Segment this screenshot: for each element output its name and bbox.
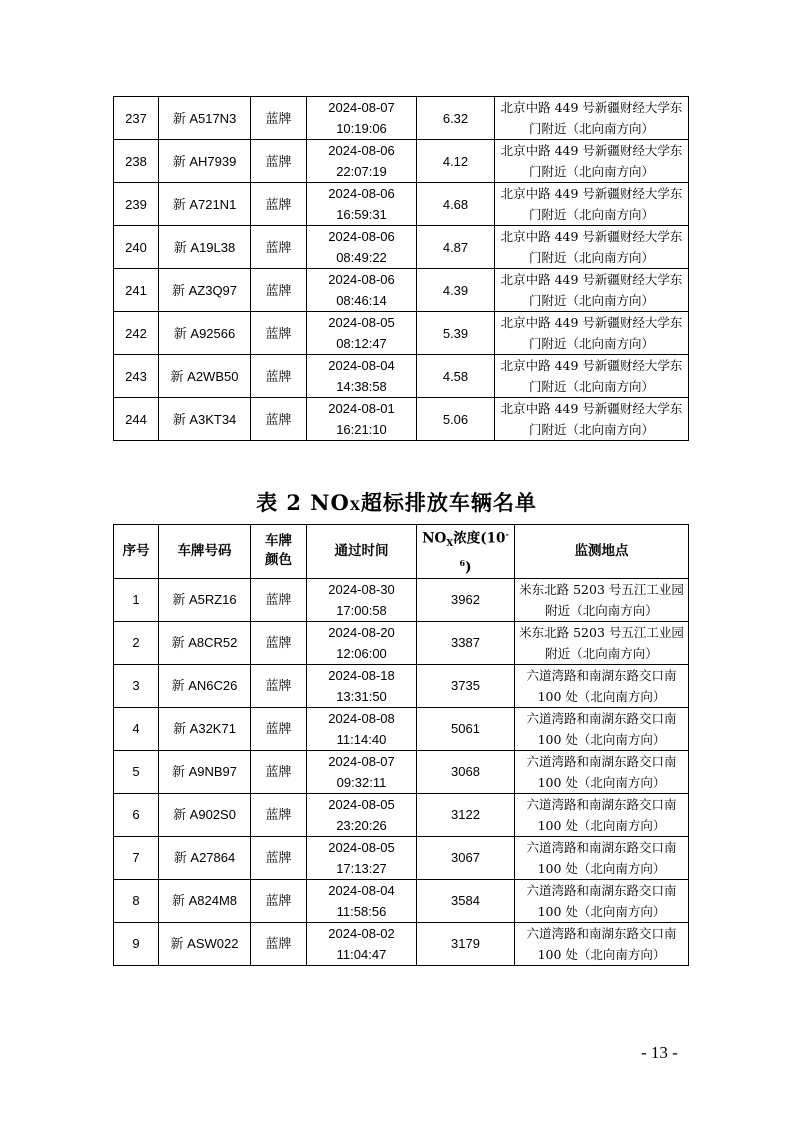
cell-value: 4.68 <box>417 183 495 226</box>
cell-plate-number: 新 A721N1 <box>159 183 251 226</box>
cell-value: 4.12 <box>417 140 495 183</box>
table-1-continued <box>113 96 689 441</box>
table-1-body <box>114 97 689 441</box>
cell-plate-color: 蓝牌 <box>251 578 307 621</box>
table-row <box>114 578 689 621</box>
table-row <box>114 97 689 140</box>
cell-pass-time: 2024-08-05 17:13:27 <box>307 836 417 879</box>
cell-monitoring-location: 北京中路 449 号新疆财经大学东 门附近（北向南方向） <box>495 140 689 183</box>
cell-plate-color: 蓝牌 <box>251 226 307 269</box>
cell-pass-time: 2024-08-06 22:07:19 <box>307 140 417 183</box>
cell-plate-number: 新 A3KT34 <box>159 398 251 441</box>
cell-pass-time: 2024-08-07 10:19:06 <box>307 97 417 140</box>
cell-pass-time: 2024-08-06 08:46:14 <box>307 269 417 312</box>
cell-value: 4.87 <box>417 226 495 269</box>
cell-value: 5.39 <box>417 312 495 355</box>
cell-plate-color: 蓝牌 <box>251 398 307 441</box>
cell-serial-number: 4 <box>114 707 159 750</box>
table-2-header <box>114 525 689 579</box>
cell-value: 3179 <box>417 922 515 965</box>
table-row <box>114 922 689 965</box>
cell-plate-color: 蓝牌 <box>251 269 307 312</box>
cell-value: 3122 <box>417 793 515 836</box>
cell-monitoring-location: 北京中路 449 号新疆财经大学东 门附近（北向南方向） <box>495 398 689 441</box>
cell-serial-number: 239 <box>114 183 159 226</box>
table-2-title: 表 2 NOX超标排放车辆名单 <box>256 490 537 515</box>
table-row <box>114 226 689 269</box>
table-row <box>114 621 689 664</box>
cell-serial-number: 1 <box>114 578 159 621</box>
cell-plate-color: 蓝牌 <box>251 355 307 398</box>
cell-plate-color: 蓝牌 <box>251 140 307 183</box>
cell-serial-number: 243 <box>114 355 159 398</box>
cell-value: 4.58 <box>417 355 495 398</box>
cell-plate-number: 新 A2WB50 <box>159 355 251 398</box>
cell-value: 3735 <box>417 664 515 707</box>
cell-plate-number: 新 A19L38 <box>159 226 251 269</box>
cell-plate-number: 新 AN6C26 <box>159 664 251 707</box>
cell-serial-number: 6 <box>114 793 159 836</box>
cell-pass-time: 2024-08-07 09:32:11 <box>307 750 417 793</box>
cell-plate-number: 新 A92566 <box>159 312 251 355</box>
cell-value: 3584 <box>417 879 515 922</box>
cell-plate-color: 蓝牌 <box>251 707 307 750</box>
cell-monitoring-location: 北京中路 449 号新疆财经大学东 门附近（北向南方向） <box>495 355 689 398</box>
cell-value: 4.39 <box>417 269 495 312</box>
table-row <box>114 398 689 441</box>
cell-serial-number: 244 <box>114 398 159 441</box>
header-serial-number: 序号 <box>114 525 159 579</box>
table-row <box>114 140 689 183</box>
cell-plate-number: 新 A5RZ16 <box>159 578 251 621</box>
cell-monitoring-location: 六道湾路和南湖东路交口南 100 处（北向南方向） <box>515 922 689 965</box>
cell-monitoring-location: 六道湾路和南湖东路交口南 100 处（北向南方向） <box>515 836 689 879</box>
table-row <box>114 355 689 398</box>
cell-plate-color: 蓝牌 <box>251 97 307 140</box>
cell-plate-color: 蓝牌 <box>251 922 307 965</box>
cell-monitoring-location: 六道湾路和南湖东路交口南 100 处（北向南方向） <box>515 750 689 793</box>
cell-pass-time: 2024-08-05 23:20:26 <box>307 793 417 836</box>
header-pass-time: 通过时间 <box>307 525 417 579</box>
cell-pass-time: 2024-08-06 08:49:22 <box>307 226 417 269</box>
cell-plate-number: 新 A902S0 <box>159 793 251 836</box>
cell-serial-number: 238 <box>114 140 159 183</box>
cell-serial-number: 240 <box>114 226 159 269</box>
cell-pass-time: 2024-08-02 11:04:47 <box>307 922 417 965</box>
cell-serial-number: 2 <box>114 621 159 664</box>
cell-plate-number: 新 A27864 <box>159 836 251 879</box>
cell-plate-color: 蓝牌 <box>251 836 307 879</box>
cell-monitoring-location: 北京中路 449 号新疆财经大学东 门附近（北向南方向） <box>495 97 689 140</box>
cell-plate-number: 新 A9NB97 <box>159 750 251 793</box>
cell-pass-time: 2024-08-06 16:59:31 <box>307 183 417 226</box>
table-row <box>114 269 689 312</box>
cell-serial-number: 7 <box>114 836 159 879</box>
table-2-body <box>114 578 689 965</box>
cell-value: 3962 <box>417 578 515 621</box>
cell-pass-time: 2024-08-05 08:12:47 <box>307 312 417 355</box>
cell-value: 3387 <box>417 621 515 664</box>
cell-value: 3067 <box>417 836 515 879</box>
cell-plate-number: 新 AZ3Q97 <box>159 269 251 312</box>
cell-monitoring-location: 北京中路 449 号新疆财经大学东 门附近（北向南方向） <box>495 269 689 312</box>
cell-plate-color: 蓝牌 <box>251 664 307 707</box>
cell-plate-color: 蓝牌 <box>251 750 307 793</box>
table-row <box>114 750 689 793</box>
cell-plate-number: 新 A8CR52 <box>159 621 251 664</box>
page-number: - 13 - <box>641 1043 678 1062</box>
cell-monitoring-location: 米东北路 5203 号五江工业园 附近（北向南方向） <box>515 578 689 621</box>
cell-pass-time: 2024-08-20 12:06:00 <box>307 621 417 664</box>
cell-pass-time: 2024-08-04 11:58:56 <box>307 879 417 922</box>
cell-plate-color: 蓝牌 <box>251 793 307 836</box>
cell-monitoring-location: 米东北路 5203 号五江工业园 附近（北向南方向） <box>515 621 689 664</box>
table-row <box>114 793 689 836</box>
cell-plate-color: 蓝牌 <box>251 621 307 664</box>
cell-pass-time: 2024-08-18 13:31:50 <box>307 664 417 707</box>
cell-plate-color: 蓝牌 <box>251 183 307 226</box>
header-plate-number: 车牌号码 <box>159 525 251 579</box>
cell-serial-number: 9 <box>114 922 159 965</box>
cell-monitoring-location: 六道湾路和南湖东路交口南 100 处（北向南方向） <box>515 879 689 922</box>
header-nox-concentration: $NO_X$浓度$(10^{-6})$ <box>417 525 515 579</box>
cell-serial-number: 8 <box>114 879 159 922</box>
table-row <box>114 836 689 879</box>
cell-plate-number: 新 A824M8 <box>159 879 251 922</box>
header-plate-color: 车牌 颜色 <box>251 525 307 579</box>
table-2-nox-vehicles <box>113 524 689 966</box>
cell-monitoring-location: 北京中路 449 号新疆财经大学东 门附近（北向南方向） <box>495 312 689 355</box>
cell-plate-number: 新 A517N3 <box>159 97 251 140</box>
cell-plate-number: 新 A32K71 <box>159 707 251 750</box>
table-row <box>114 707 689 750</box>
header-monitoring-location: 监测地点 <box>515 525 689 579</box>
cell-pass-time: 2024-08-08 11:14:40 <box>307 707 417 750</box>
table-row <box>114 879 689 922</box>
cell-plate-number: 新 AH7939 <box>159 140 251 183</box>
cell-value: 5061 <box>417 707 515 750</box>
cell-serial-number: 237 <box>114 97 159 140</box>
cell-serial-number: 241 <box>114 269 159 312</box>
cell-serial-number: 5 <box>114 750 159 793</box>
cell-pass-time: 2024-08-01 16:21:10 <box>307 398 417 441</box>
table-row <box>114 183 689 226</box>
cell-monitoring-location: 六道湾路和南湖东路交口南 100 处（北向南方向） <box>515 707 689 750</box>
cell-plate-number: 新 ASW022 <box>159 922 251 965</box>
cell-value: 3068 <box>417 750 515 793</box>
cell-serial-number: 242 <box>114 312 159 355</box>
cell-monitoring-location: 北京中路 449 号新疆财经大学东 门附近（北向南方向） <box>495 226 689 269</box>
table-row <box>114 664 689 707</box>
cell-serial-number: 3 <box>114 664 159 707</box>
cell-pass-time: 2024-08-30 17:00:58 <box>307 578 417 621</box>
cell-plate-color: 蓝牌 <box>251 312 307 355</box>
cell-monitoring-location: 北京中路 449 号新疆财经大学东 门附近（北向南方向） <box>495 183 689 226</box>
cell-value: 5.06 <box>417 398 495 441</box>
cell-monitoring-location: 六道湾路和南湖东路交口南 100 处（北向南方向） <box>515 664 689 707</box>
cell-value: 6.32 <box>417 97 495 140</box>
table-header-row <box>114 525 689 579</box>
cell-pass-time: 2024-08-04 14:38:58 <box>307 355 417 398</box>
table-row <box>114 312 689 355</box>
cell-monitoring-location: 六道湾路和南湖东路交口南 100 处（北向南方向） <box>515 793 689 836</box>
cell-plate-color: 蓝牌 <box>251 879 307 922</box>
